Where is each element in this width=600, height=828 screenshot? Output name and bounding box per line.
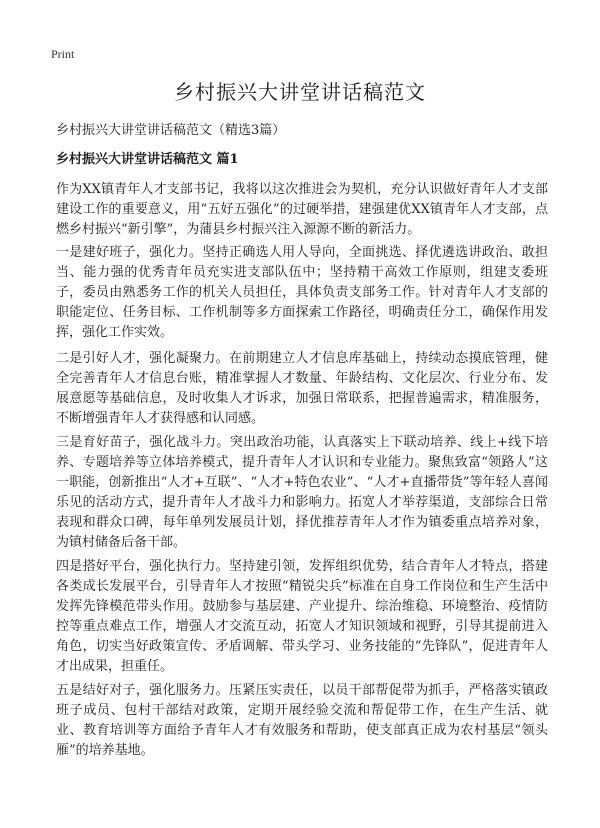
print-link[interactable]: Print bbox=[51, 47, 75, 61]
paragraph-point-1: 一是建好班子，强化力。坚持正确选人用人导向，全面挑选、择优遴选讲政治、敢担当、能力强的优秀青年员充实进支部队伍中；坚持精干高效工作原则，组建支委班子，委员由熟悉务工作的机关人员担任，具体负责支部务工作。针对青年人才支部的职能定位、任务目标、工作机制等多方面探索工作路径，明确责任分工，确保作用发挥，强化工作实效。 bbox=[56, 245, 548, 340]
section-heading: 乡村振兴大讲堂讲话稿范文 篇1 bbox=[56, 152, 239, 167]
paragraph-point-3: 三是育好苗子，强化战斗力。突出政治功能，认真落实上下联动培养、线上+线下培养、专题培养等立体培养模式，提升青年人才认识和专业能力。聚焦致富“领路人”这一职能，创新推出“人才+互联”、“人才+特色农业”、“人才+直播带货”等年轻人喜闻乐见的活动方式，提升青年人才战斗力和影响力。拓宽人才举荐渠道，支部综合日常表现和群众口碑，每年单列发展员计划，择优推荐青年人才作为镇委重点培养对象，为镇村储备后备干部。 bbox=[56, 435, 548, 550]
page-title: 乡村振兴大讲堂讲话稿范文 bbox=[174, 80, 426, 104]
paragraph-point-5: 五是结好对子，强化服务力。压紧压实责任，以员干部帮促带为抓手，严格落实镇政班子成员、包村干部结对政策，定期开展经验交流和帮促带工作，在生产生活、就业、教育培训等方面给予青年人才有效服务和帮助，使支部真正成为农村基层“领头雁”的培养基地。 bbox=[56, 683, 548, 758]
paragraph-intro: 作为XX镇青年人才支部书记，我将以这次推进会为契机，充分认识做好青年人才支部建设工作的重要意义，用“五好五强化”的过硬举措，建强建优XX镇青年人才支部，点燃乡村振兴“新引擎”，为蒲县乡村振兴注入源源不断的新活力。 bbox=[56, 182, 548, 237]
paragraph-point-4: 四是搭好平台，强化执行力。坚持建引领，发挥组织优势，结合青年人才特点，搭建各类成长发展平台，引导青年人才按照“精锐尖兵”标准在自身工作岗位和生产生活中发挥先锋模范带头作用。鼓励参与基层建、产业提升、综治维稳、环境整治、疫情防控等重点难点工作，增强人才交流互动，拓宽人才知识领域和视野，引导其提前进入角色，切实当好政策宣传、矛盾调解、带头学习、业务技能的“先锋队”，促进青年人才出成果，担重任。 bbox=[56, 559, 548, 674]
document-subtitle: 乡村振兴大讲堂讲话稿范文（精选3篇） bbox=[56, 123, 286, 138]
paragraph-point-2: 二是引好人才，强化凝聚力。在前期建立人才信息库基础上，持续动态摸底管理，健全完善青年人才信息台账，精准掌握人才数量、年龄结构、文化层次、行业分布、发展意愿等基础信息，及时收集人才诉求，加强日常联系，把握普遍需求，精准服务，不断增强青年人才获得感和认同感。 bbox=[56, 351, 548, 426]
